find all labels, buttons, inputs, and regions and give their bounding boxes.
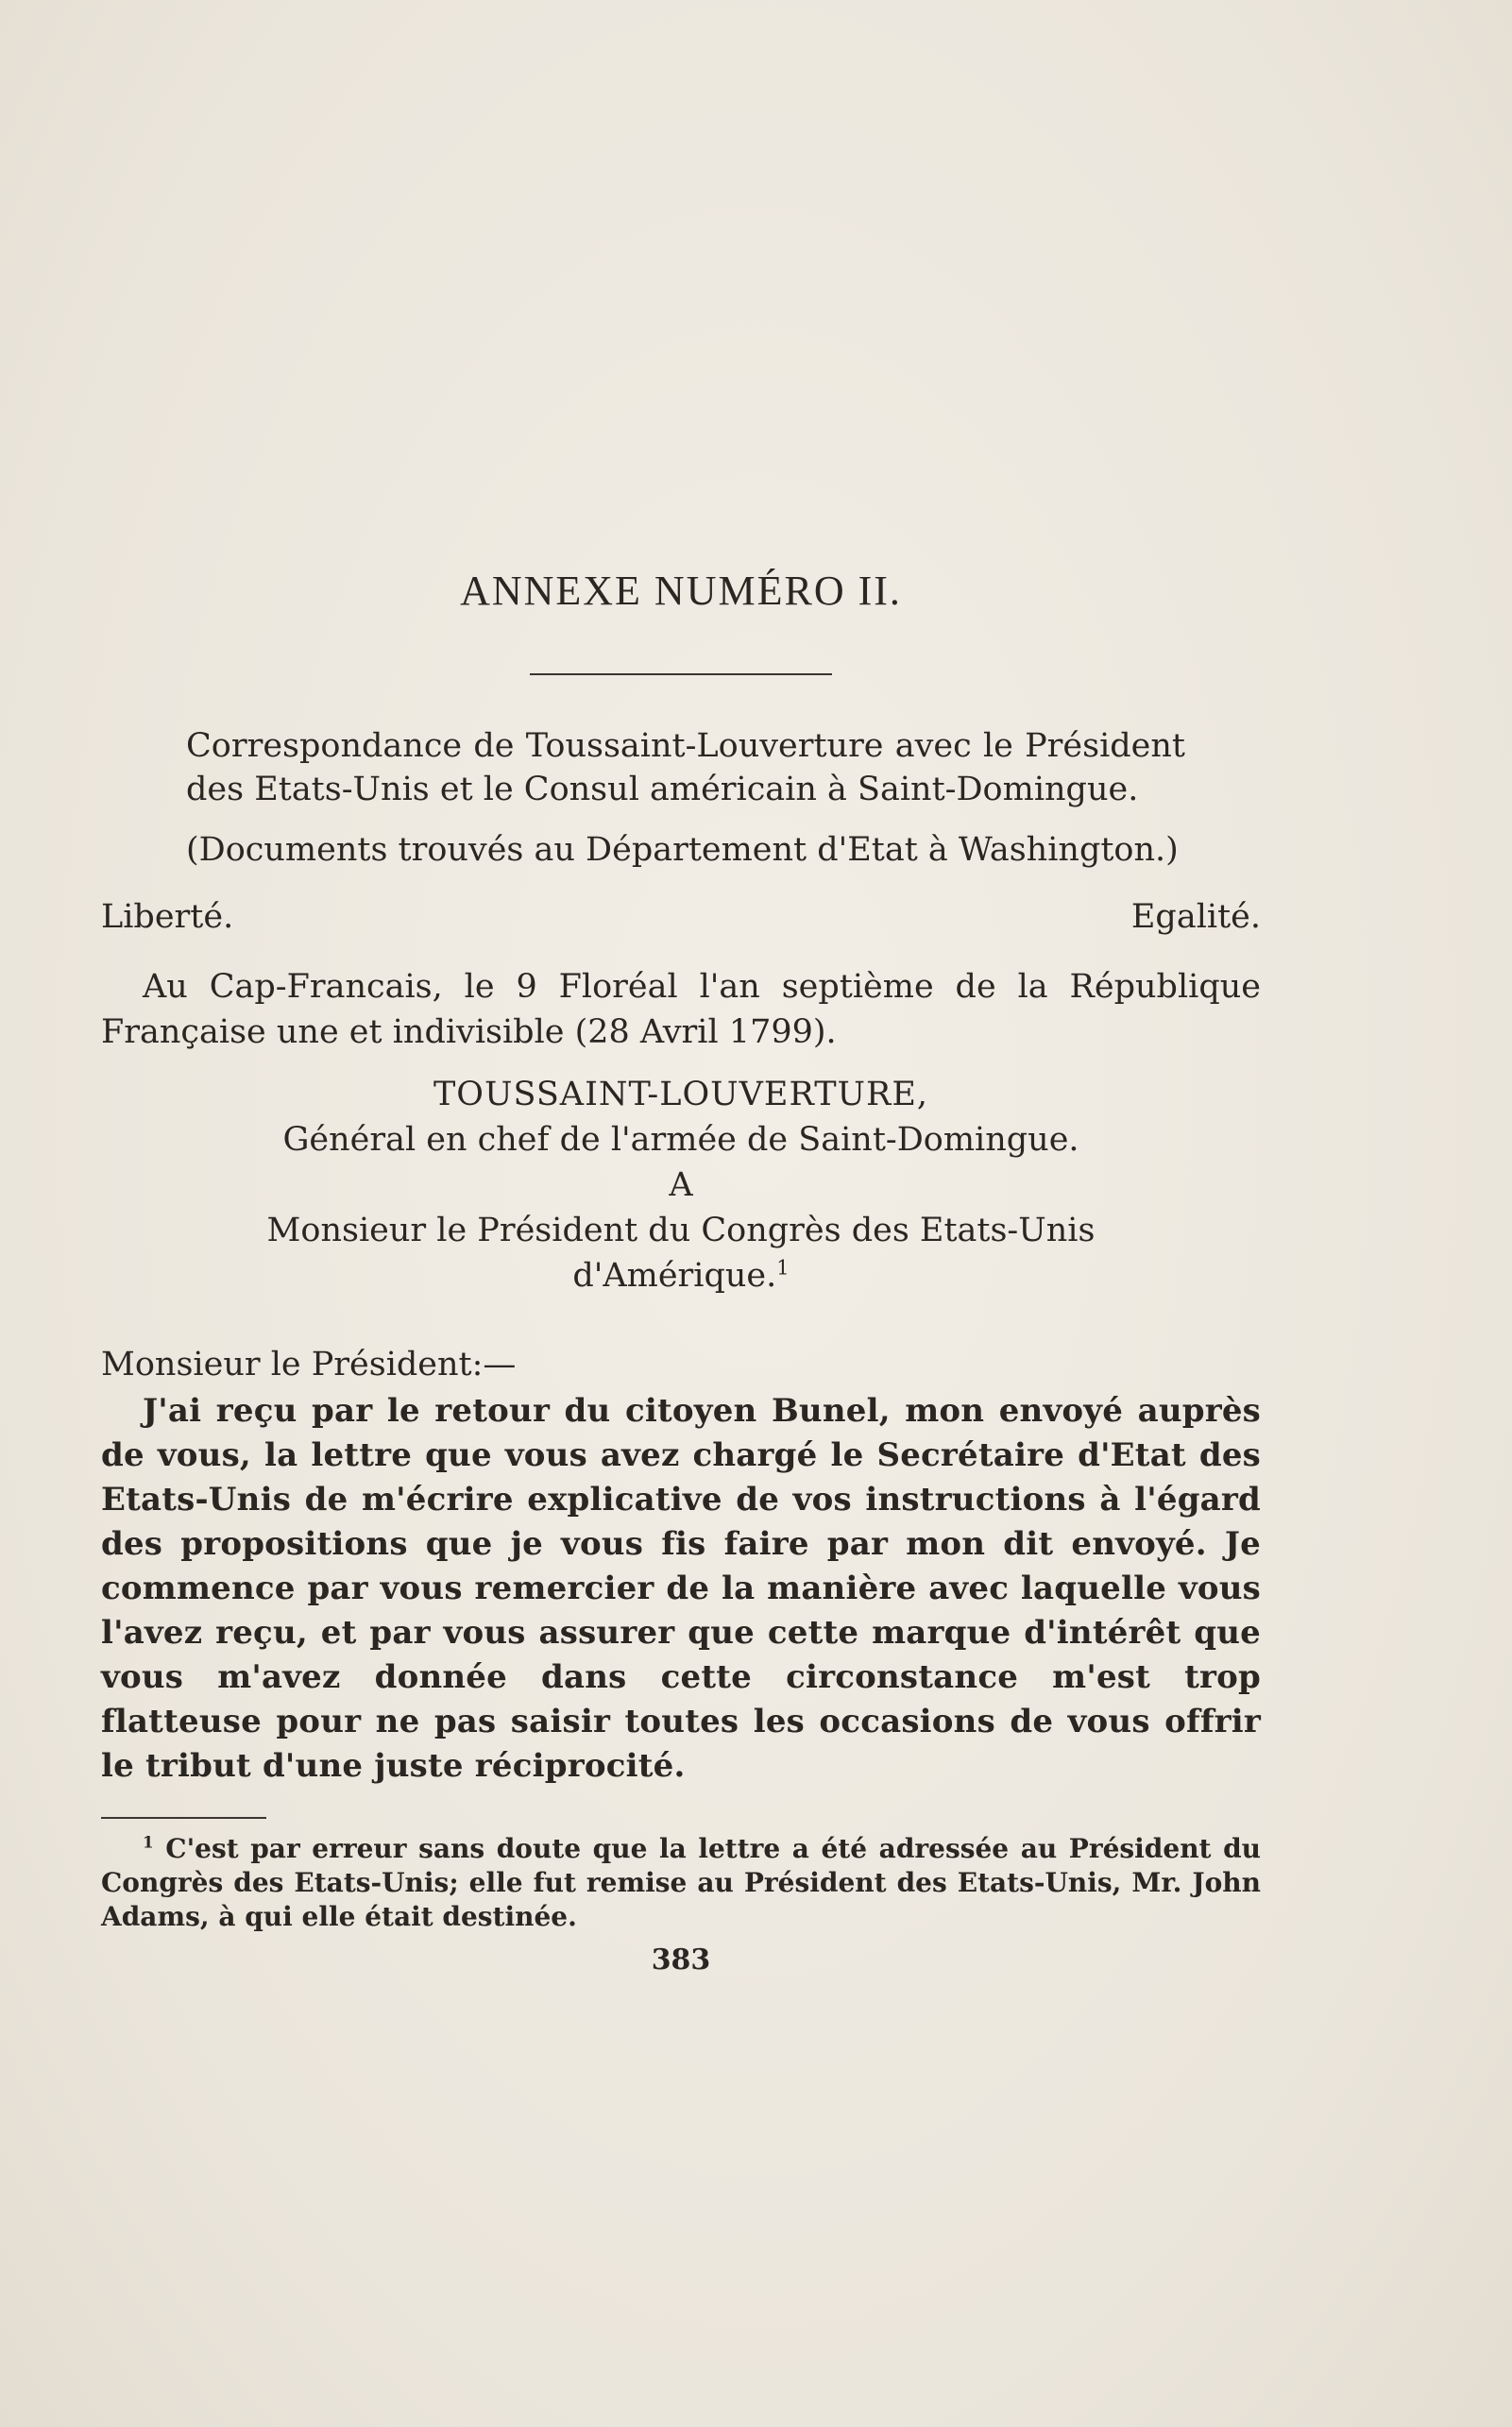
text-column: [101, 567, 1261, 1977]
footnote-divider: [101, 1817, 266, 1819]
footnote-marker: 1: [143, 1832, 154, 1852]
annex-title: ANNEXE NUMÉRO II.: [460, 568, 902, 614]
recipient-line-2-text: d'Amérique.: [572, 1257, 777, 1295]
letter-greeting: Monsieur le Président:—: [101, 1346, 517, 1383]
letter-body: J'ai reçu par le retour du citoyen Bunel, mon envoyé auprès de vous, la lettre que vous avez chargé le Secrétaire d'Etat des Etats-Unis de m'écrire explicative de vos instructions à l'égard des propositions que je vous fis faire par mon dit envoyé. Je commence par vous remercier de la manière avec laquelle vous l'avez reçu, et par vous assurer que cette marque d'intérêt que vous m'avez donnée dans cette circonstance m'est trop flatteuse pour ne pas saisir toutes les occasions de vous offrir le tribut d'une juste réciprocité.: [101, 1392, 1261, 1785]
footnote-reference: 1: [776, 1256, 790, 1280]
intro-source: (Documents trouvés au Département d'Etat à Washington.): [186, 831, 1179, 869]
recipient-line-2: [101, 1253, 1261, 1298]
title-divider: [530, 673, 832, 675]
addressed-to: A: [669, 1166, 693, 1204]
motto-line: [101, 898, 1261, 936]
recipient-line-1: Monsieur le Président du Congrès des Etats-Unis: [266, 1212, 1096, 1249]
footnote-text: C'est par erreur sans doute que la lettre a été adressée au Président du Congrès des Etats-Unis; elle fut remise au Président des Etats-Unis, Mr. John Adams, à qui elle était destinée.: [101, 1833, 1262, 1932]
sender-title: Général en chef de l'armée de Saint-Domingue.: [282, 1121, 1079, 1159]
intro-block: [186, 724, 1185, 872]
letter-place-date: Au Cap-Francais, le 9 Floréal l'an septième de la République Française une et indivisible (28 Avril 1799).: [101, 968, 1261, 1051]
motto-left: Liberté.: [101, 898, 234, 936]
intro-heading: Correspondance de Toussaint-Louverture avec le Président des Etats-Unis et le Consul américain à Saint-Domingue.: [186, 727, 1185, 808]
page-number: 383: [651, 1943, 711, 1977]
motto-right: Egalité.: [1130, 898, 1261, 936]
footnote: [101, 1832, 1261, 1934]
sender-name: TOUSSAINT-LOUVERTURE,: [433, 1076, 929, 1113]
